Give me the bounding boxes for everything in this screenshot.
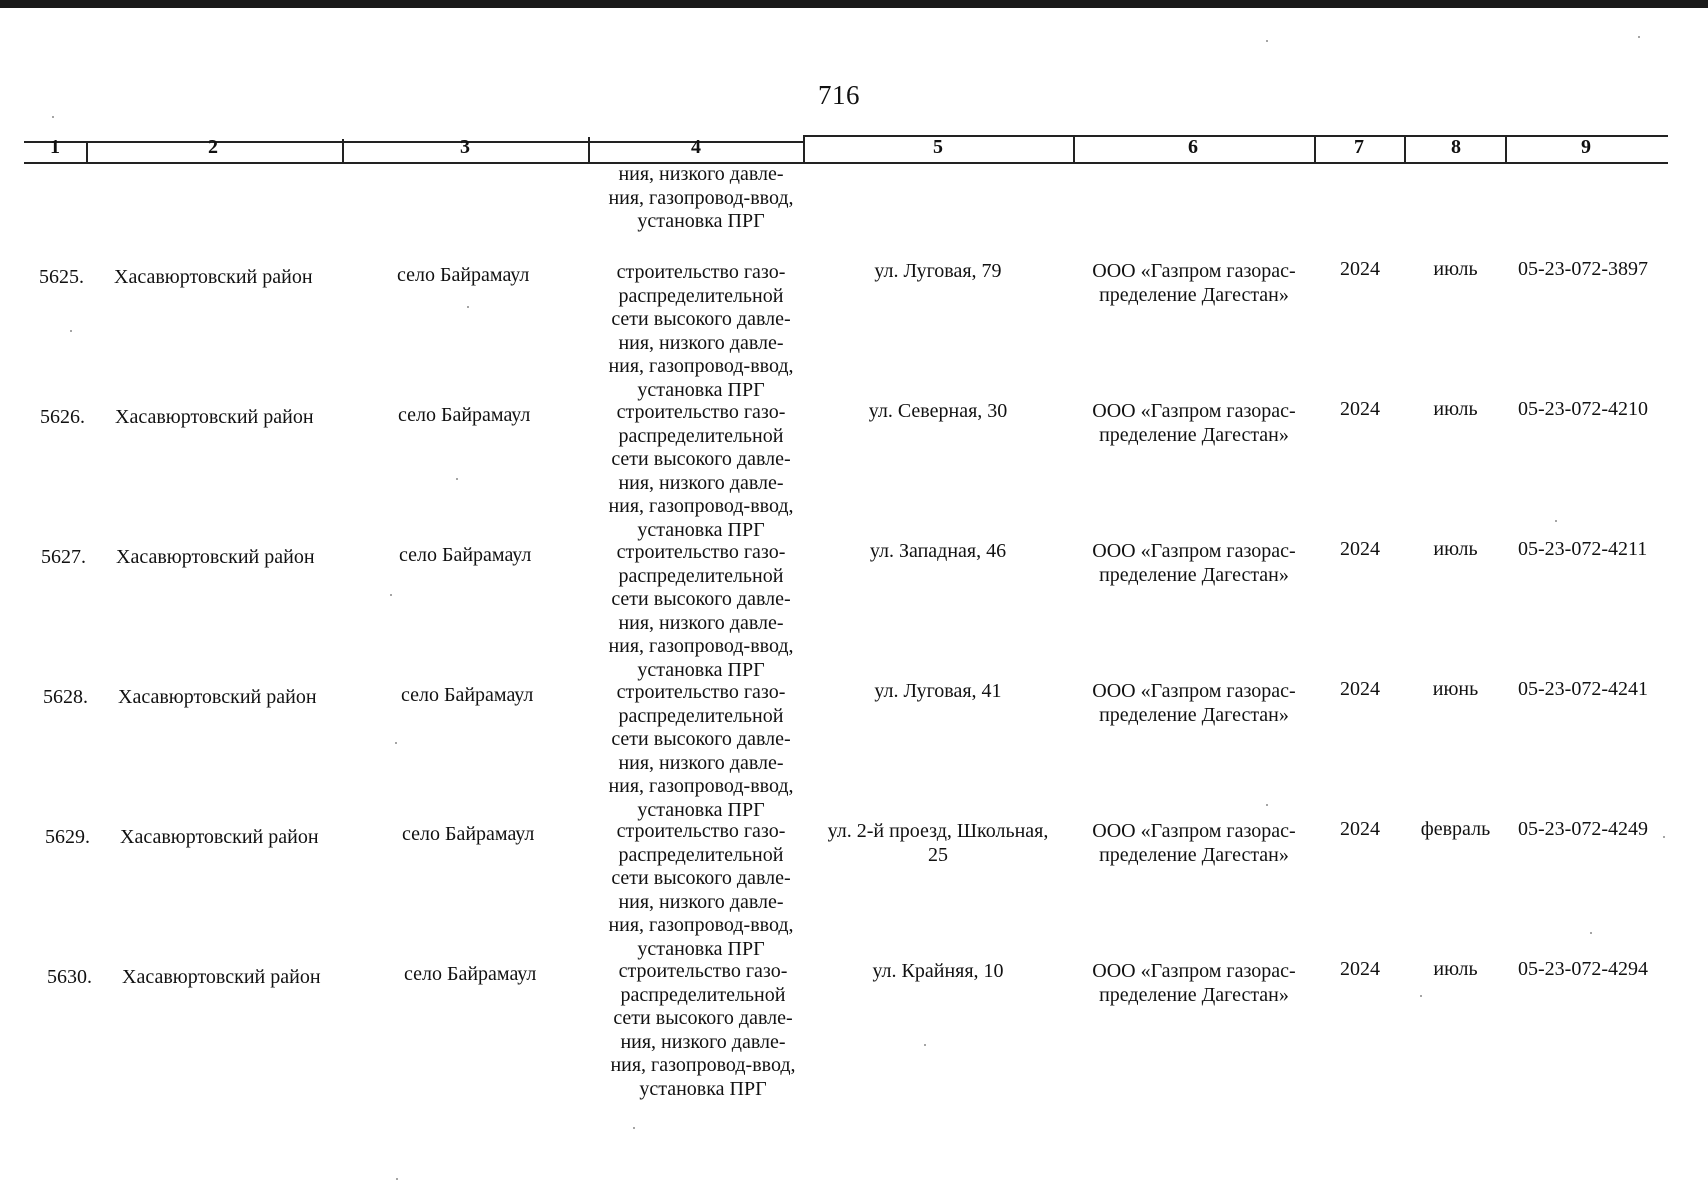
description-cell: строительство газо- распределительной сети высокого давле- ния, низкого давле- ния, газопровод-ввод, установка ПРГ <box>608 541 794 681</box>
scan-speck <box>1638 36 1640 38</box>
district-cell: Хасавюртовский район <box>120 826 319 848</box>
district-cell: Хасавюртовский район <box>116 546 315 568</box>
address-cell: ул. Луговая, 41 <box>874 680 1002 702</box>
year-cell: 2024 <box>1340 678 1380 700</box>
month-cell: июль <box>1433 258 1478 280</box>
column-header-4: 4 <box>691 136 701 158</box>
district-cell: Хасавюртовский район <box>122 966 321 988</box>
district-cell: Хасавюртовский район <box>115 406 314 428</box>
locality-cell: село Байрамаул <box>401 684 534 706</box>
code-cell: 05-23-072-4294 <box>1518 958 1648 980</box>
scan-speck <box>924 1044 926 1046</box>
district-cell: Хасавюртовский район <box>114 266 313 288</box>
header-bottom-rule <box>24 162 1668 164</box>
description-cell: строительство газо- распределительной сети высокого давле- ния, низкого давле- ния, газопровод-ввод, установка ПРГ <box>608 261 794 401</box>
scan-speck <box>1590 932 1592 934</box>
month-cell: июль <box>1433 398 1478 420</box>
row-number: 5630. <box>47 966 92 988</box>
header-divider <box>803 135 805 163</box>
scan-speck <box>467 306 469 308</box>
locality-cell: село Байрамаул <box>402 823 535 845</box>
header-divider <box>1404 135 1406 163</box>
code-cell: 05-23-072-4241 <box>1518 678 1648 700</box>
row-number: 5628. <box>43 686 88 708</box>
header-divider <box>1073 135 1075 163</box>
header-divider <box>86 141 88 163</box>
code-cell: 05-23-072-3897 <box>1518 258 1648 280</box>
organization-cell: ООО «Газпром газорас- пределение Дагестан» <box>1092 820 1296 866</box>
scan-speck <box>633 1127 635 1129</box>
address-cell: ул. Западная, 46 <box>869 540 1007 562</box>
year-cell: 2024 <box>1340 538 1380 560</box>
month-cell: июль <box>1433 958 1478 980</box>
organization-cell: ООО «Газпром газорас- пределение Дагестан» <box>1092 960 1296 1006</box>
address-cell: ул. Луговая, 79 <box>874 260 1002 282</box>
district-cell: Хасавюртовский район <box>118 686 317 708</box>
scan-speck <box>456 478 458 480</box>
row-number: 5626. <box>40 406 85 428</box>
column-header-3: 3 <box>460 136 470 158</box>
header-divider <box>1505 135 1507 163</box>
description-cell: строительство газо- распределительной сети высокого давле- ния, низкого давле- ния, газопровод-ввод, установка ПРГ <box>608 681 794 821</box>
scan-speck <box>52 116 54 118</box>
column-header-8: 8 <box>1451 136 1461 158</box>
column-header-5: 5 <box>933 136 943 158</box>
scan-speck <box>1266 804 1268 806</box>
month-cell: июль <box>1433 538 1478 560</box>
column-header-9: 9 <box>1581 136 1591 158</box>
locality-cell: село Байрамаул <box>397 264 530 286</box>
header-divider <box>1314 135 1316 163</box>
code-cell: 05-23-072-4249 <box>1518 818 1648 840</box>
scan-speck <box>1555 520 1557 522</box>
scan-speck <box>70 330 72 332</box>
code-cell: 05-23-072-4210 <box>1518 398 1648 420</box>
description-cell: строительство газо- распределительной сети высокого давле- ния, низкого давле- ния, газопровод-ввод, установка ПРГ <box>608 401 794 541</box>
row-number: 5629. <box>45 826 90 848</box>
year-cell: 2024 <box>1340 258 1380 280</box>
header-divider <box>342 139 344 163</box>
year-cell: 2024 <box>1340 818 1380 840</box>
address-cell: ул. 2-й проезд, Школьная, 25 <box>827 820 1049 866</box>
year-cell: 2024 <box>1340 958 1380 980</box>
row-number: 5627. <box>41 546 86 568</box>
column-header-2: 2 <box>208 136 218 158</box>
scan-speck <box>1420 995 1422 997</box>
column-header-1: 1 <box>50 136 60 158</box>
header-divider <box>588 137 590 163</box>
scan-speck <box>1663 836 1665 838</box>
scan-speck <box>390 594 392 596</box>
locality-cell: село Байрамаул <box>404 963 537 985</box>
page-number: 716 <box>818 80 860 110</box>
scan-speck <box>395 742 397 744</box>
locality-cell: село Байрамаул <box>399 544 532 566</box>
code-cell: 05-23-072-4211 <box>1518 538 1648 560</box>
address-cell: ул. Северная, 30 <box>868 400 1008 422</box>
organization-cell: ООО «Газпром газорас- пределение Дагестан» <box>1092 260 1296 306</box>
month-cell: июнь <box>1432 678 1479 700</box>
scan-speck <box>1266 40 1268 42</box>
carryover-description: ния, низкого давле- ния, газопровод-ввод, установка ПРГ <box>608 163 794 232</box>
description-cell: строительство газо- распределительной сети высокого давле- ния, низкого давле- ния, газопровод-ввод, установка ПРГ <box>608 820 794 960</box>
year-cell: 2024 <box>1340 398 1380 420</box>
row-number: 5625. <box>39 266 84 288</box>
description-cell: строительство газо- распределительной сети высокого давле- ния, низкого давле- ния, газопровод-ввод, установка ПРГ <box>610 960 796 1100</box>
column-header-6: 6 <box>1188 136 1198 158</box>
scan-speck <box>396 1178 398 1180</box>
column-header-7: 7 <box>1354 136 1364 158</box>
locality-cell: село Байрамаул <box>398 404 531 426</box>
scan-top-edge <box>0 0 1708 8</box>
organization-cell: ООО «Газпром газорас- пределение Дагестан» <box>1092 540 1296 586</box>
address-cell: ул. Крайняя, 10 <box>872 960 1004 982</box>
organization-cell: ООО «Газпром газорас- пределение Дагестан» <box>1092 680 1296 726</box>
month-cell: февраль <box>1420 818 1491 840</box>
organization-cell: ООО «Газпром газорас- пределение Дагестан» <box>1092 400 1296 446</box>
